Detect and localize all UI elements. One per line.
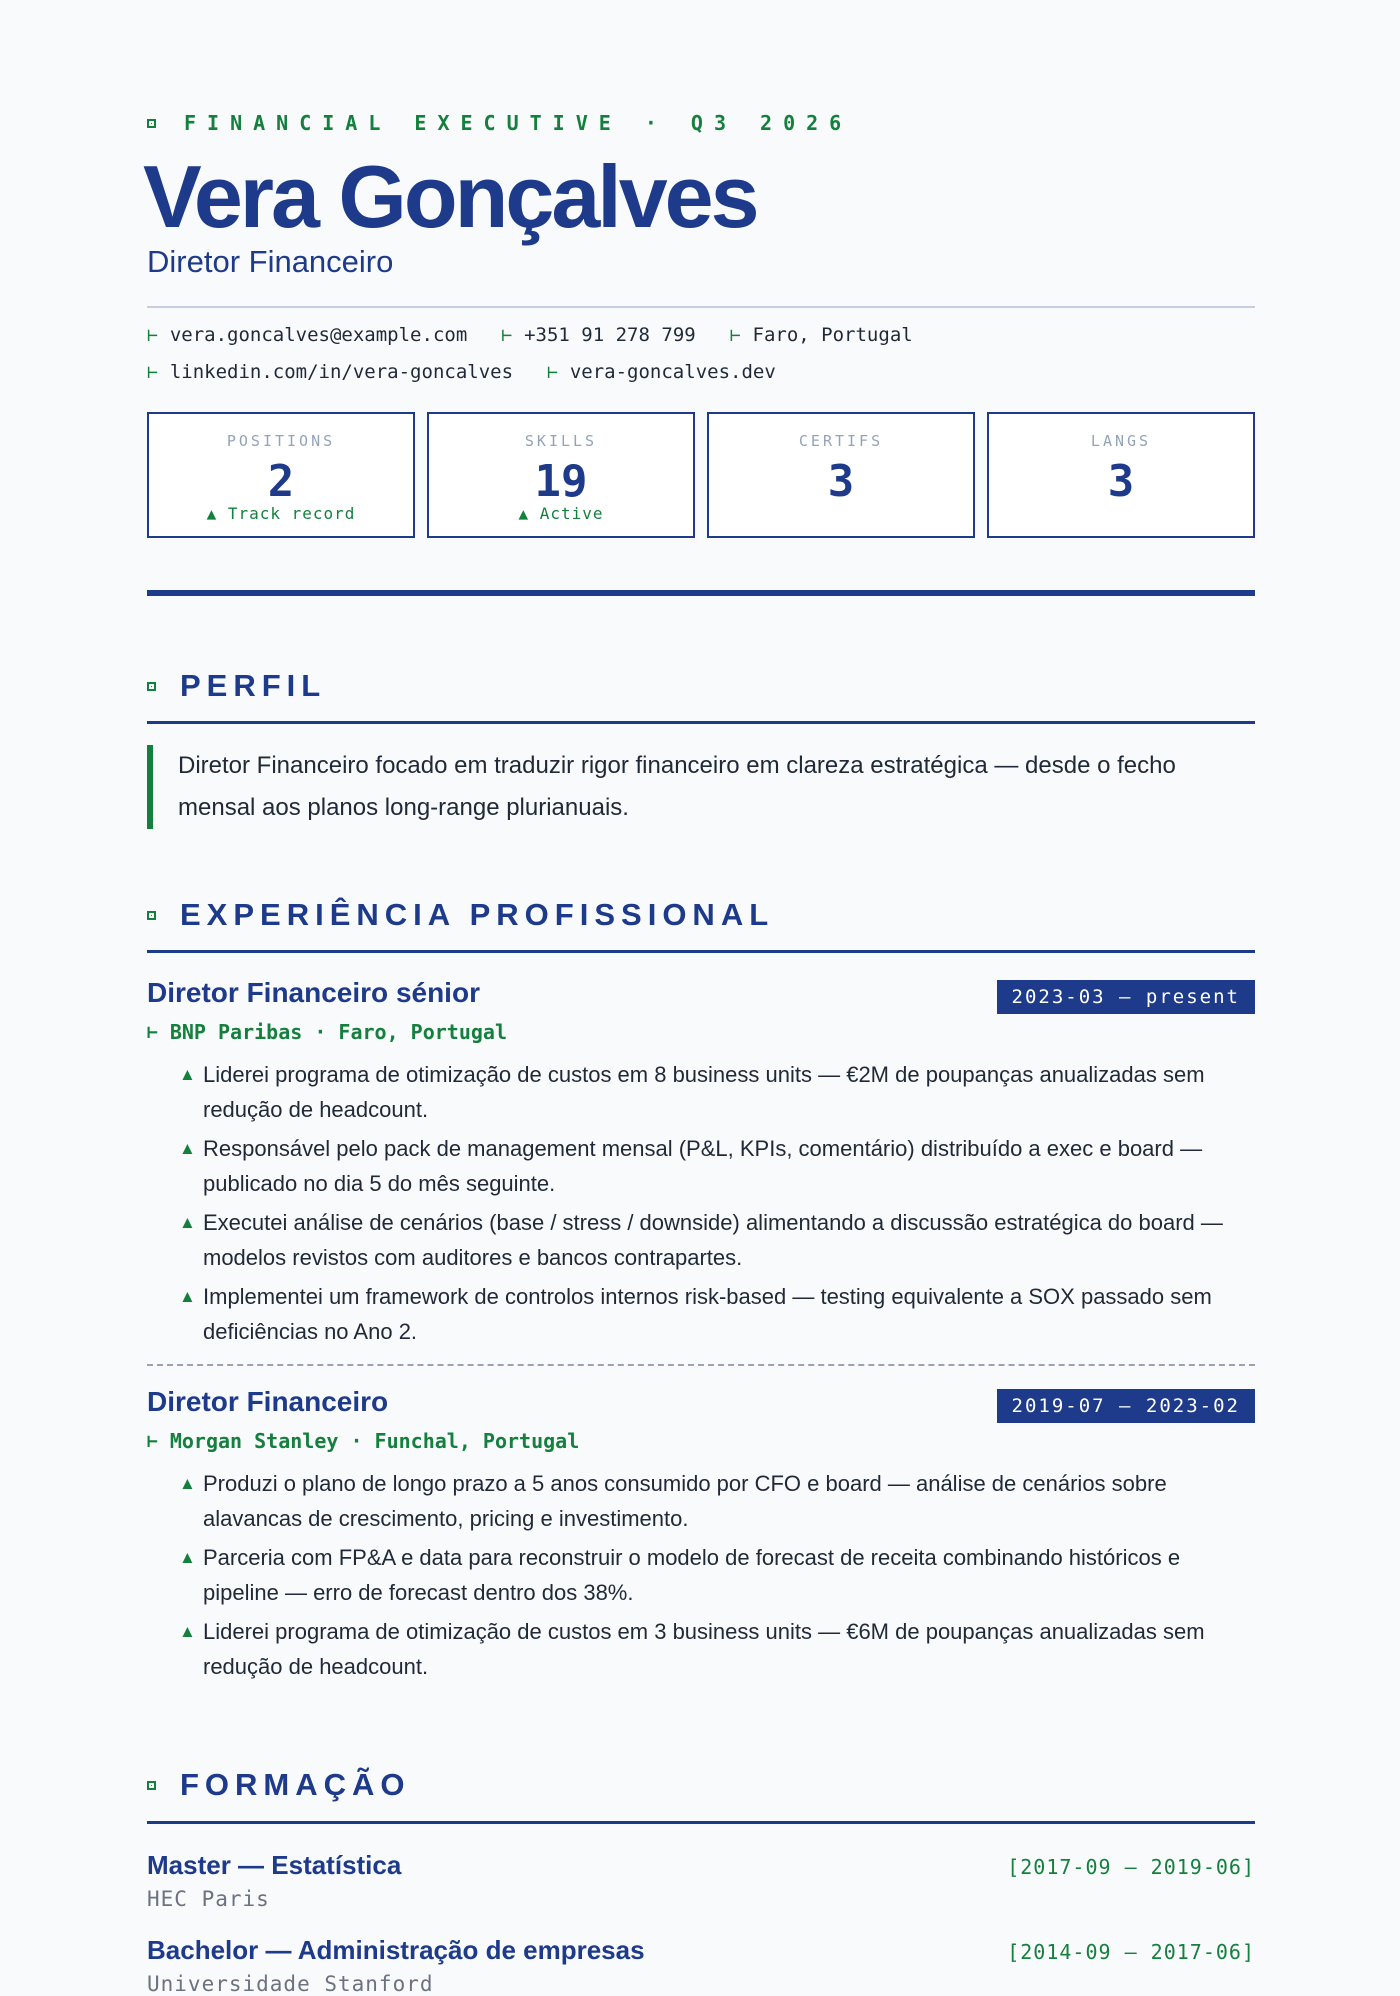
job-dates: 2023-03 – present [997, 980, 1255, 1014]
candidate-role: Diretor Financeiro [147, 244, 394, 279]
stat-label: POSITIONS [226, 432, 336, 450]
bullet-text: Parceria com FP&A e data para reconstruir o modelo de forecast de receita combinando históricos e pipeline — erro de forecast dentro dos 38%. [203, 1545, 1181, 1605]
section-divider [147, 1821, 1255, 1824]
education-dates: [2017-09 – 2019-06] [1007, 1855, 1255, 1879]
job-dates: 2019-07 – 2023-02 [997, 1389, 1255, 1423]
list-item [179, 1279, 1255, 1349]
job-bullets [179, 1466, 1255, 1688]
stat-label: SKILLS [524, 432, 598, 450]
job-company [147, 1429, 579, 1453]
stat-sub: ▲ Active [518, 504, 604, 523]
education-school: Universidade Stanford [147, 1972, 434, 1996]
list-item [179, 1614, 1255, 1684]
section-title-text: FORMAÇÃO [180, 1767, 411, 1802]
company-text: Morgan Stanley · Funchal, Portugal [169, 1429, 580, 1453]
triangle-up-icon: ▲ [179, 1287, 196, 1306]
job-bullets [179, 1057, 1255, 1353]
stat-langs [987, 412, 1255, 538]
education-school: HEC Paris [147, 1887, 270, 1911]
list-item [179, 1466, 1255, 1536]
square-dot-icon [147, 119, 156, 128]
section-title-profile [147, 668, 326, 704]
section-divider [147, 721, 1255, 724]
bullet-text: Produzi o plano de longo prazo a 5 anos consumido por CFO e board — análise de cenários sobre alavancas de crescimento, pricing e investimento. [203, 1471, 1167, 1531]
tee-icon: ⊢ [147, 324, 158, 346]
tee-icon: ⊢ [547, 361, 558, 383]
contact-email[interactable] [147, 324, 467, 346]
stat-positions [147, 412, 415, 538]
triangle-up-icon: ▲ [179, 1474, 196, 1493]
tee-icon: ⊢ [501, 324, 513, 346]
tee-icon: ⊢ [147, 1021, 158, 1043]
header-divider [147, 306, 1255, 308]
website-text: vera-goncalves.dev [569, 361, 776, 383]
bullet-text: Implementei um framework de controlos internos risk-based — testing equivalente a SOX passado sem deficiências no Ano 2. [203, 1284, 1212, 1344]
section-title-text: EXPERIÊNCIA PROFISSIONAL [180, 897, 775, 932]
tee-icon: ⊢ [147, 1430, 158, 1452]
stat-label: CERTIFS [798, 432, 884, 450]
stat-value: 3 [827, 456, 855, 507]
square-dot-icon [147, 911, 156, 920]
triangle-up-icon: ▲ [179, 1548, 196, 1567]
stat-value: 2 [267, 456, 295, 507]
section-title-experience [147, 897, 774, 933]
contact-row-1 [147, 324, 947, 346]
list-item [179, 1205, 1255, 1275]
tee-icon: ⊢ [147, 361, 158, 383]
stats-row [147, 412, 1255, 538]
section-divider [147, 950, 1255, 953]
list-item [179, 1540, 1255, 1610]
list-item [179, 1131, 1255, 1201]
stat-skills [427, 412, 695, 538]
job-title: Diretor Financeiro [147, 1386, 389, 1417]
email-text: vera.goncalves@example.com [169, 324, 468, 346]
triangle-up-icon: ▲ [179, 1139, 196, 1158]
stat-sub: ▲ Track record [206, 504, 356, 523]
square-dot-icon [147, 1781, 156, 1790]
company-text: BNP Paribas · Faro, Portugal [169, 1020, 507, 1044]
tee-icon: ⊢ [729, 324, 741, 346]
stat-certifs [707, 412, 975, 538]
triangle-up-icon: ▲ [179, 1065, 196, 1084]
eyebrow-text: FINANCIAL EXECUTIVE · Q3 2026 [184, 111, 853, 135]
location-text: Faro, Portugal [752, 324, 913, 346]
education-title: Master — Estatística [147, 1850, 402, 1880]
linkedin-text: linkedin.com/in/vera-goncalves [169, 361, 514, 383]
square-dot-icon [147, 682, 156, 691]
contact-row-2 [147, 361, 810, 383]
section-title-text: PERFIL [180, 668, 327, 703]
triangle-up-icon: ▲ [179, 1213, 196, 1232]
job-separator [147, 1364, 1255, 1366]
list-item [179, 1057, 1255, 1127]
candidate-name: Vera Gonçalves [143, 147, 757, 246]
stat-value: 3 [1107, 456, 1135, 507]
profile-summary: Diretor Financeiro focado em traduzir rigor financeiro em clareza estratégica — desde o fecho mensal aos planos long-range plurianuais. [147, 745, 1255, 829]
triangle-up-icon: ▲ [179, 1622, 196, 1641]
bullet-text: Liderei programa de otimização de custos em 8 business units — €2M de poupanças anualizadas sem redução de headcount. [203, 1062, 1205, 1122]
phone-text: +351 91 278 799 [524, 324, 696, 346]
eyebrow [147, 110, 852, 136]
contact-location [730, 324, 913, 346]
contact-linkedin[interactable] [147, 361, 513, 383]
bullet-text: Liderei programa de otimização de custos em 3 business units — €6M de poupanças anualizadas sem redução de headcount. [203, 1619, 1205, 1679]
bullet-text: Responsável pelo pack de management mensal (P&L, KPIs, comentário) distribuído a exec e board — publicado no dia 5 do mês seguinte. [203, 1136, 1203, 1196]
stat-label: LANGS [1090, 432, 1152, 450]
education-dates: [2014-09 – 2017-06] [1007, 1940, 1255, 1964]
contact-website[interactable] [547, 361, 776, 383]
education-title: Bachelor — Administração de empresas [147, 1935, 645, 1965]
stat-value: 19 [534, 456, 588, 507]
contact-phone[interactable] [501, 324, 695, 346]
section-title-education [147, 1767, 411, 1803]
job-company [147, 1020, 507, 1044]
bullet-text: Executei análise de cenários (base / stress / downside) alimentando a discussão estratégica do board — modelos revistos com auditores e bancos contrapartes. [203, 1210, 1223, 1270]
header-thick-divider [147, 590, 1255, 596]
job-title: Diretor Financeiro sénior [147, 977, 480, 1008]
